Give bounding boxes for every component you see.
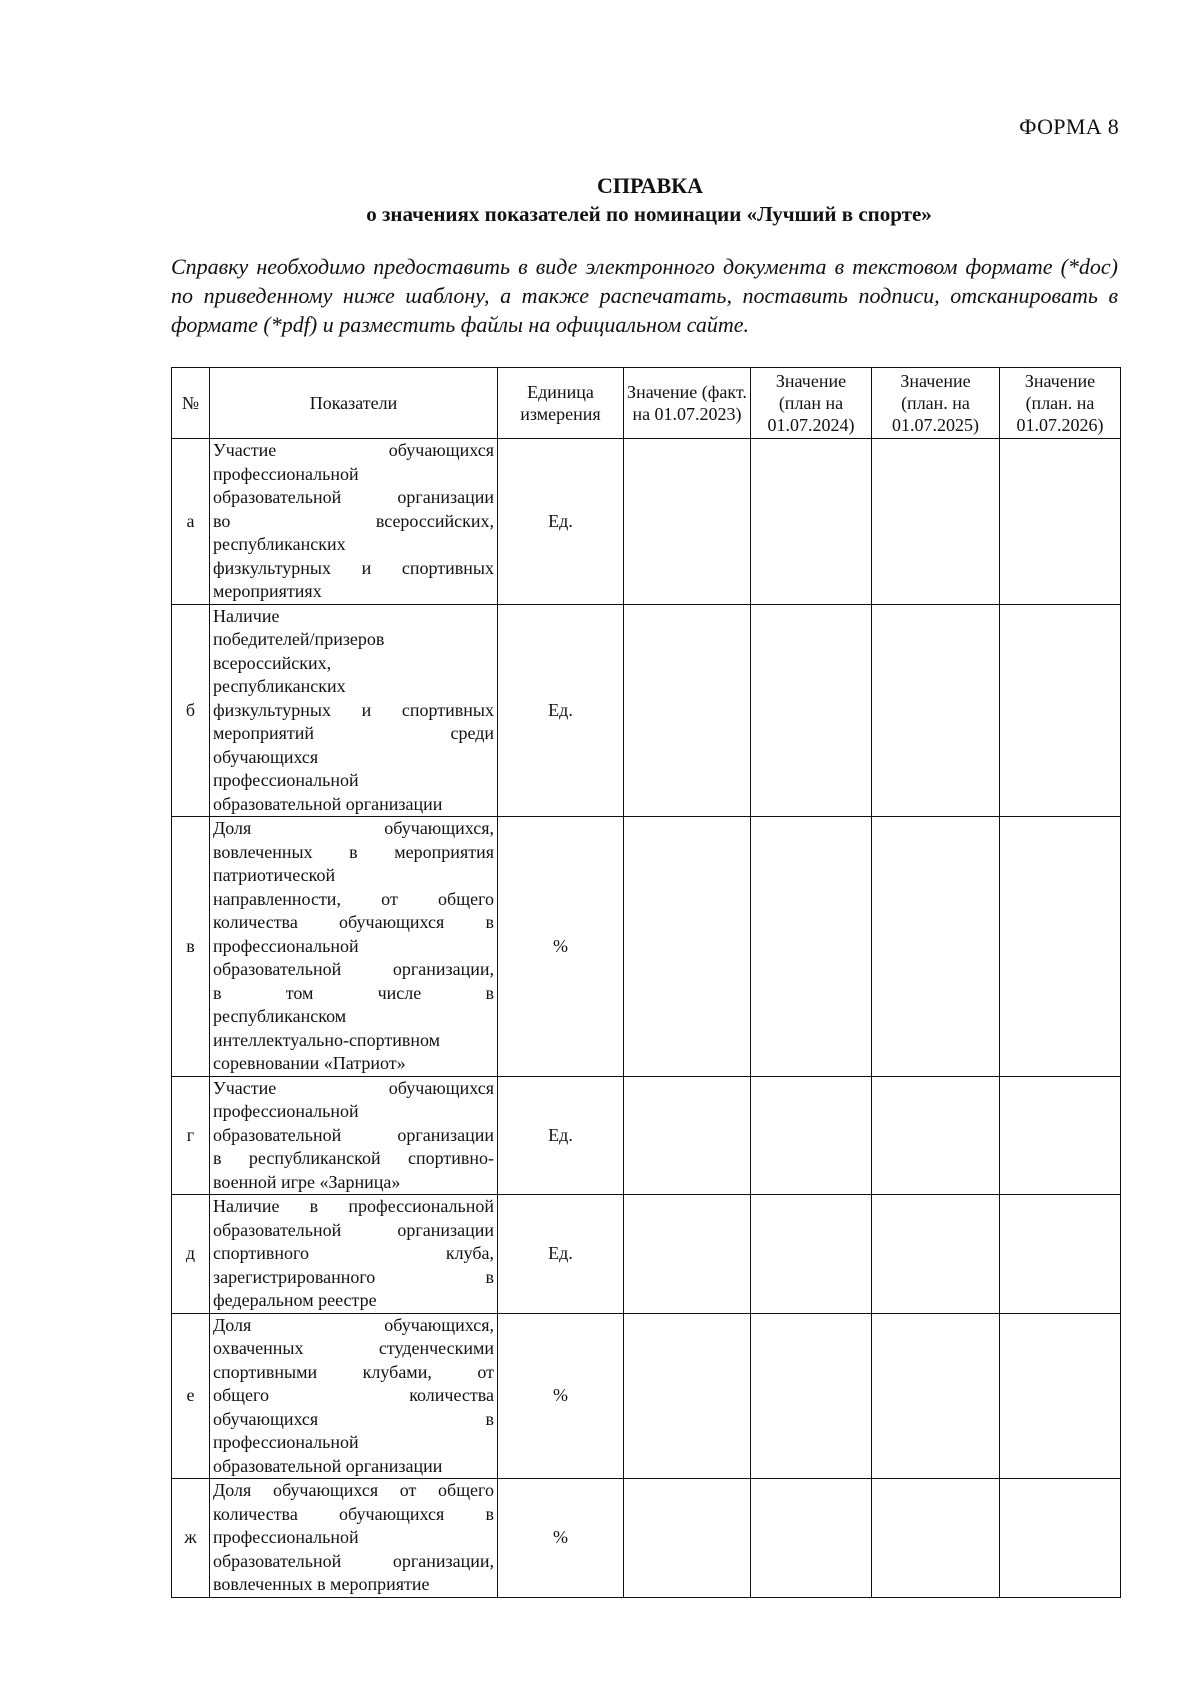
indicator-line: физкультурных и спортивных — [213, 557, 494, 578]
row-number: в — [172, 817, 210, 1077]
indicator-line: республиканском — [213, 1006, 347, 1026]
indicator-line: интеллектуально-спортивном — [213, 1029, 441, 1050]
header-value-2025: Значение (план. на 01.07.2025) — [872, 368, 1000, 439]
table-row — [172, 439, 1121, 605]
indicator-line: профессиональной — [213, 1527, 359, 1547]
value-cell-2025[interactable] — [872, 604, 1000, 817]
indicator-line: Доля обучающихся от общего — [213, 1480, 494, 1500]
header-unit: Единица измерения — [498, 368, 624, 439]
value-cell-2024[interactable] — [751, 604, 872, 817]
indicator-line: профессиональной — [213, 1432, 359, 1452]
indicator-line: вовлеченных в мероприятия — [213, 841, 494, 862]
indicator-line: профессиональной — [213, 935, 359, 956]
value-cell-2025[interactable] — [872, 1313, 1000, 1479]
value-cell-2026[interactable] — [1000, 1195, 1121, 1314]
value-cell-2024[interactable] — [751, 817, 872, 1077]
indicator-line: во всероссийских, — [213, 510, 494, 531]
value-cell-2024[interactable] — [751, 1313, 872, 1479]
header-value-2023: Значение (факт. на 01.07.2023) — [624, 368, 751, 439]
indicator-line: образовательной организации — [213, 1219, 494, 1240]
indicator-line: в том числе в — [213, 982, 494, 1003]
value-cell-2023[interactable] — [624, 604, 751, 817]
indicator-line: спортивными клубами, от — [213, 1361, 494, 1382]
indicator-line: профессиональной — [213, 463, 359, 484]
table-row — [172, 1076, 1121, 1195]
indicator-line: образовательной организации, — [213, 959, 494, 979]
header-value-2024: Значение (план на 01.07.2024) — [751, 368, 872, 439]
table-row — [172, 1313, 1121, 1479]
indicator-line: профессиональной — [213, 770, 359, 790]
table-row — [172, 604, 1121, 817]
row-unit: Ед. — [498, 1076, 624, 1195]
indicator-line: федеральном реестре — [213, 1290, 377, 1310]
indicators-table — [171, 367, 1121, 1598]
value-cell-2026[interactable] — [1000, 817, 1121, 1077]
header-value-2026: Значение (план. на 01.07.2026) — [1000, 368, 1121, 439]
indicator-line: охваченных студенческими — [213, 1338, 494, 1358]
row-number: д — [172, 1195, 210, 1314]
row-indicator — [210, 1479, 498, 1598]
indicator-line: направленности, от общего — [213, 888, 494, 909]
value-cell-2023[interactable] — [624, 817, 751, 1077]
value-cell-2025[interactable] — [872, 817, 1000, 1077]
table-row — [172, 817, 1121, 1077]
row-indicator — [210, 604, 498, 817]
indicator-line: образовательной организации, — [213, 1550, 494, 1571]
indicator-line: всероссийских, — [213, 652, 332, 673]
table-body — [172, 439, 1121, 1598]
row-indicator — [210, 439, 498, 605]
value-cell-2026[interactable] — [1000, 1313, 1121, 1479]
row-indicator — [210, 1076, 498, 1195]
row-indicator — [210, 1313, 498, 1479]
row-number: г — [172, 1076, 210, 1195]
indicator-line: соревновании «Патриот» — [213, 1053, 406, 1073]
value-cell-2023[interactable] — [624, 439, 751, 605]
row-unit: % — [498, 817, 624, 1077]
indicator-line: Доля обучающихся, — [213, 1314, 494, 1335]
row-unit: % — [498, 1313, 624, 1479]
row-unit: Ед. — [498, 439, 624, 605]
indicator-line: Участие обучающихся — [213, 440, 494, 460]
value-cell-2023[interactable] — [624, 1313, 751, 1479]
value-cell-2024[interactable] — [751, 439, 872, 605]
indicator-line: обучающихся — [213, 746, 319, 767]
value-cell-2026[interactable] — [1000, 604, 1121, 817]
value-cell-2025[interactable] — [872, 439, 1000, 605]
indicator-line: Наличие в профессиональной — [213, 1196, 494, 1216]
row-unit: Ед. — [498, 604, 624, 817]
indicator-line: профессиональной — [213, 1101, 359, 1121]
indicator-line: спортивного клуба, — [213, 1243, 494, 1263]
table-row — [172, 1195, 1121, 1314]
value-cell-2025[interactable] — [872, 1479, 1000, 1598]
value-cell-2026[interactable] — [1000, 1076, 1121, 1195]
table-header-row — [172, 368, 1121, 439]
indicator-line: Доля обучающихся, — [213, 818, 494, 838]
row-number: ж — [172, 1479, 210, 1598]
value-cell-2023[interactable] — [624, 1479, 751, 1598]
document-title: СПРАВКА — [596, 173, 704, 198]
indicator-line: патриотической — [213, 865, 336, 885]
value-cell-2026[interactable] — [1000, 439, 1121, 605]
value-cell-2024[interactable] — [751, 1195, 872, 1314]
row-number: б — [172, 604, 210, 817]
indicator-line: образовательной организации — [213, 1455, 443, 1476]
indicator-line: вовлеченных в мероприятие — [213, 1574, 430, 1594]
indicator-line: победителей/призеров — [213, 629, 385, 649]
indicator-line: Наличие — [213, 605, 280, 626]
value-cell-2023[interactable] — [624, 1195, 751, 1314]
indicator-line: образовательной организации — [213, 793, 443, 814]
indicator-line: мероприятиях — [213, 581, 322, 601]
indicator-line: Участие обучающихся — [213, 1077, 494, 1098]
instruction-paragraph: Справку необходимо предоставить в виде электронного документа в текстовом формате (*doc) по приведенному ниже шаблону, а также распечатать, поставить подписи, отсканировать в формате (*pdf) и разместить файлы на официальном сайте. — [171, 254, 1118, 337]
indicator-line: мероприятий среди — [213, 723, 494, 743]
value-cell-2024[interactable] — [751, 1076, 872, 1195]
indicator-line: образовательной организации — [213, 1124, 494, 1145]
indicator-line: количества обучающихся в — [213, 912, 494, 932]
row-indicator — [210, 1195, 498, 1314]
form-number-label: ФОРМА 8 — [1019, 114, 1119, 139]
row-unit: % — [498, 1479, 624, 1598]
value-cell-2025[interactable] — [872, 1076, 1000, 1195]
indicator-line: физкультурных и спортивных — [213, 699, 494, 720]
value-cell-2023[interactable] — [624, 1076, 751, 1195]
row-number: а — [172, 439, 210, 605]
indicator-line: количества обучающихся в — [213, 1503, 494, 1524]
indicator-line: общего количества — [213, 1385, 494, 1405]
indicator-line: республиканских — [213, 534, 346, 554]
value-cell-2024[interactable] — [751, 1479, 872, 1598]
table-row — [172, 1479, 1121, 1598]
indicator-line: военной игре «Зарница» — [213, 1171, 401, 1192]
row-unit: Ед. — [498, 1195, 624, 1314]
indicator-line: обучающихся в — [213, 1408, 494, 1429]
row-indicator — [210, 817, 498, 1077]
value-cell-2026[interactable] — [1000, 1479, 1121, 1598]
row-number: е — [172, 1313, 210, 1479]
indicator-line: образовательной организации — [213, 487, 494, 507]
value-cell-2025[interactable] — [872, 1195, 1000, 1314]
indicator-line: в республиканской спортивно- — [213, 1148, 494, 1168]
header-indicator: Показатели — [210, 368, 498, 439]
header-number: № — [172, 368, 210, 439]
indicator-line: республиканских — [213, 676, 346, 696]
document-subtitle: о значениях показателей по номинации «Лучший в спорте» — [366, 202, 932, 226]
indicator-line: зарегистрированного в — [213, 1266, 494, 1287]
